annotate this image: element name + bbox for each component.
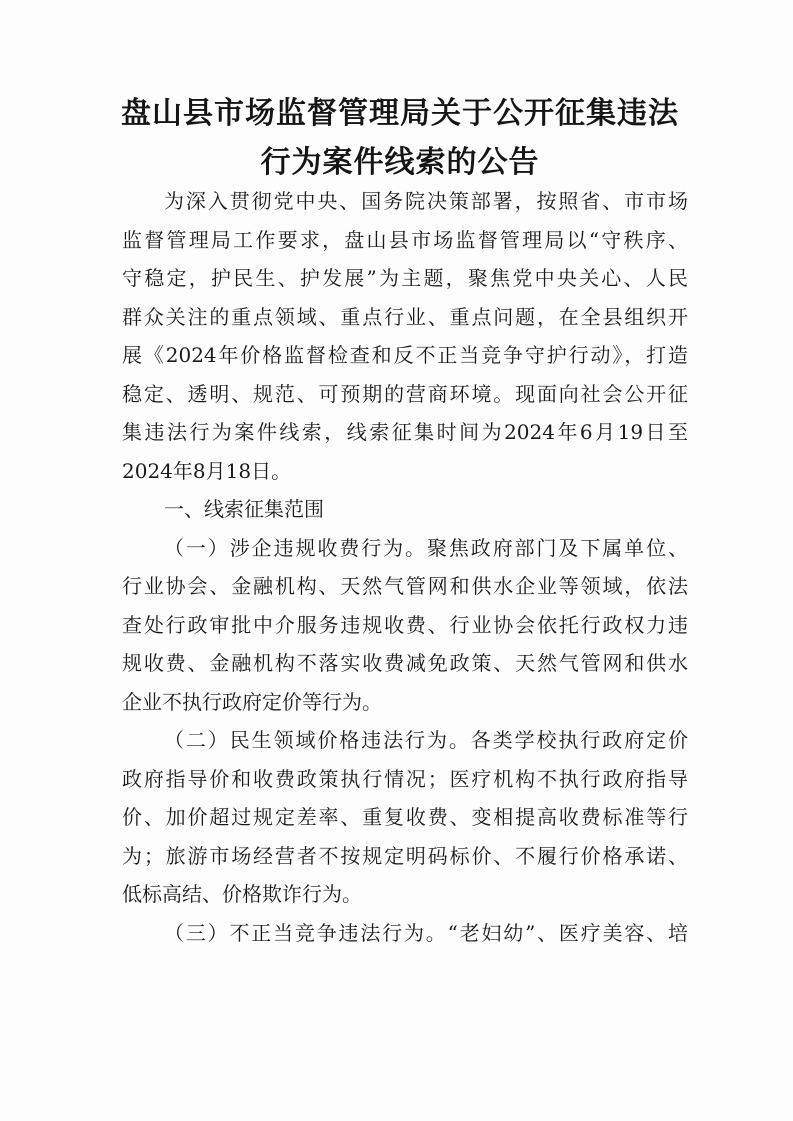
body-text-line: 行业协会、金融机构、天然气管网和供水企业等领域，依法 <box>122 574 688 598</box>
body-text-line: 稳定、透明、规范、可预期的营商环境。现面向社会公开征 <box>122 381 688 406</box>
body-text-line: 守稳定，护民生、护发展”为主题，聚焦党中央关心、人民 <box>122 266 688 290</box>
body-text-line: 规收费、金融机构不落实收费减免政策、天然气管网和供水 <box>122 651 688 675</box>
document-body <box>122 182 688 952</box>
body-text-line: （一）涉企违规收费行为。聚焦政府部门及下属单位、 <box>164 535 688 560</box>
document-title-line-1: 盘山县市场监督管理局关于公开征集违法 <box>121 96 679 131</box>
body-text-line: 展《2024年价格监督检查和反不正当竞争守护行动》，打造 <box>122 343 688 367</box>
body-text-line: 为深入贯彻党中央、国务院决策部署，按照省、市市场 <box>164 189 688 213</box>
body-text-line: 为；旅游市场经营者不按规定明码标价、不履行价格承诺、 <box>122 843 688 868</box>
body-text-line: （三）不正当竞争违法行为。“老妇幼”、医疗美容、培 <box>164 920 688 945</box>
body-text-line: 集违法行为案件线索，线索征集时间为2024年6月19日至 <box>122 420 688 444</box>
body-text-line: 2024年8月18日。 <box>122 458 292 483</box>
body-text-line: 企业不执行政府定价等行为。 <box>122 689 382 714</box>
body-text-line: 群众关注的重点领域、重点行业、重点问题，在全县组织开 <box>122 304 688 329</box>
body-text-line: 一、线索征集范围 <box>164 497 324 521</box>
body-text-line: 价、加价超过规定差率、重复收费、变相提高收费标准等行 <box>122 805 688 829</box>
body-text-line: 查处行政审批中介服务违规收费、行业协会依托行政权力违 <box>122 612 688 637</box>
document-title-line-2: 行为案件线索的公告 <box>260 145 540 180</box>
body-text-line: 政府指导价和收费政策执行情况；医疗机构不执行政府指导 <box>122 766 688 791</box>
body-text-line: （二）民生领域价格违法行为。各类学校执行政府定价 <box>164 728 688 752</box>
body-text-line: 低标高结、价格欺诈行为。 <box>122 882 362 906</box>
body-text-line: 监督管理局工作要求，盘山县市场监督管理局以“守秩序、 <box>122 227 688 252</box>
